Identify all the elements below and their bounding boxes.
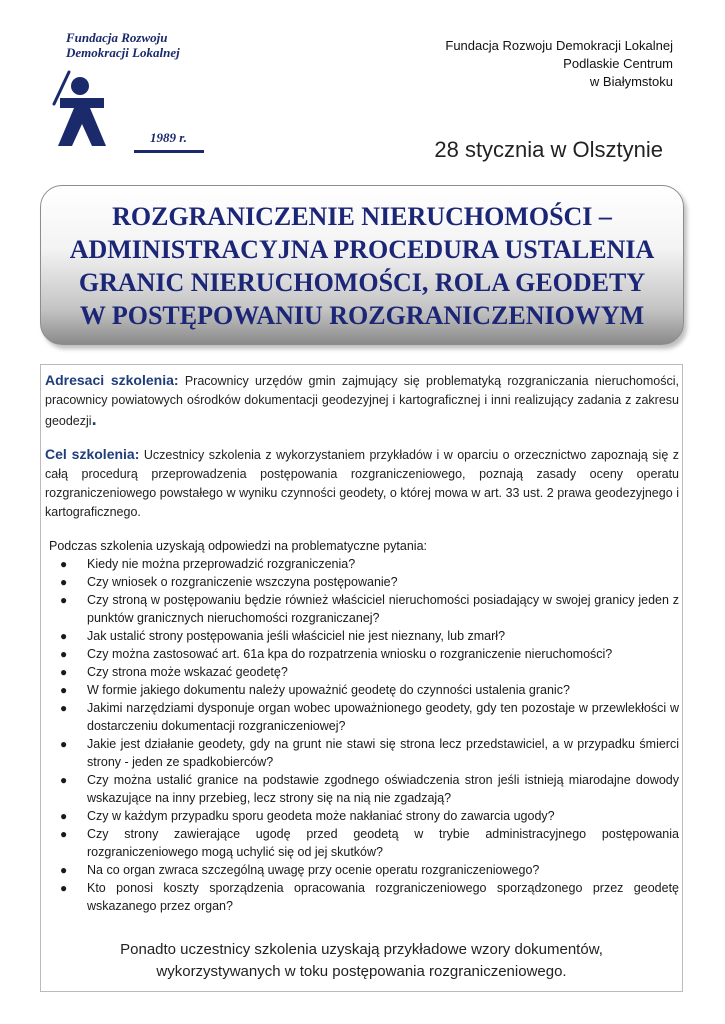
bullet-icon: ● [60,593,68,607]
foundation-logo [52,30,212,158]
event-date: 28 stycznia w Olsztynie [434,137,663,162]
list-item: ● Na co organ zwraca szczególną uwagę przy ocenie operatu rozgraniczeniowego? [60,863,540,877]
bullet-icon: ● [60,809,68,823]
title-line4: W POSTĘPOWANIU ROZGRANICZENIOWYM [79,301,645,330]
bullet-icon: ● [60,647,68,661]
audience-label: Adresaci szkolenia: [45,372,179,388]
list-item: ● Jakie jest działanie geodety, gdy na grunt nie stawi się strona lecz przedstawiciel, a w przypadku śmierci strony - jeden ze spadkobierców? [60,737,679,769]
content-box [40,364,683,992]
title-line2: ADMINISTRACYJNA PROCEDURA USTALENIA [69,235,655,264]
bullet-icon: ● [60,683,68,697]
bullet-icon: ● [60,557,68,571]
goal-label: Cel szkolenia: [45,446,140,462]
list-item: ● Czy wniosek o rozgraniczenie wszczyna postępowanie? [60,575,398,589]
logo-underline [134,150,204,153]
list-item: ● Czy w każdym przypadku sporu geodeta może nakłaniać strony do zawarcia ugody? [60,809,555,823]
bullet-icon: ● [60,773,68,787]
title-line1: ROZGRANICZENIE NIERUCHOMOŚCI – [112,202,612,231]
title-line3: GRANIC NIERUCHOMOŚCI, ROLA GEODETY [78,268,646,297]
list-item: ● Czy stroną w postępowaniu będzie również właściciel nieruchomości posiadający w swojej granicy jeden z punktów granicznych nieruchomości rozgraniczanej? [60,593,679,625]
organizer-block [445,37,673,91]
organizer-line2: Podlaskie Centrum [563,56,673,71]
goal-text: Uczestnicy szkolenia z wykorzystaniem przykładów i w oparciu o orzecznictwo zapoznają się z całą procedurą przeprowadzenia postępowania rozgraniczeniowego, poznają zasady oceny operatu rozgraniczeniowego powstałego w wyniku czynności geodety, o której mowa w art. 33 ust. 2 prawa geodezyjnego i kartograficznego. [45,448,679,519]
logo-name-line1: Fundacja Rozwoju [66,30,168,45]
list-item: ● Jak ustalić strony postępowania jeśli właściciel nie jest nieznany, lub zmarł? [60,629,506,643]
bullet-icon: ● [60,863,68,877]
list-item: ● Jakimi narzędziami dysponuje organ wobec upoważnionego geodety, gdy ten pozostaje w przewlekłości w dostarczeniu dokumentacji rozgraniczeniowej? [60,701,679,733]
list-item: ● Czy można zastosować art. 61a kpa do rozpatrzenia wniosku o rozgraniczenie nieruchomości? [60,647,613,661]
list-item: ● W formie jakiego dokumentu należy upoważnić geodetę do czynności ustalenia granic? [60,683,570,697]
questions-intro: Podczas szkolenia uzyskają odpowiedzi na problematyczne pytania: [49,539,427,553]
audience-text: Pracownicy urzędów gmin zajmujący się problematyką rozgraniczania nieruchomości, pracownicy powiatowych ośrodków dokumentacji geodezyjnej i kartograficznej i inni realizujący zadania z zakresu geodezji [45,374,679,428]
bullet-icon: ● [60,881,68,895]
organizer-line3: w Białymstoku [589,74,673,89]
audience-end-dot: . [91,409,97,429]
bullet-icon: ● [60,737,68,751]
goal-section [45,445,679,522]
training-title [41,200,683,332]
list-item: ● Kto ponosi koszty sporządzenia opracowania rozgraniczeniowego sporządzonego przez geodetę wskazanego przez organ? [60,881,679,913]
bullet-icon: ● [60,665,68,679]
closing-line1: Ponadto uczestnicy szkolenia uzyskają przykładowe wzory dokumentów, [120,941,603,958]
bullet-icon: ● [60,629,68,643]
closing-note [41,939,682,983]
list-item: ● Kiedy nie można przeprowadzić rozgraniczenia? [60,557,356,571]
list-item: ● Czy można ustalić granice na podstawie zgodnego oświadczenia stron jeśli istnieją miarodajne dowody wskazujące na inny przebieg, lecz strony się na nią nie zgadzają? [60,773,679,805]
organizer-line1: Fundacja Rozwoju Demokracji Lokalnej [445,38,673,53]
figure-icon [52,64,114,148]
list-item: ● Czy strona może wskazać geodetę? [60,665,288,679]
bullet-icon: ● [60,827,68,841]
logo-name [66,30,216,60]
list-item: ● Czy strony zawierające ugodę przed geodetą w trybie administracyjnego postępowania rozgraniczeniowego mogą uchylić się od jej skutków? [60,827,679,859]
title-banner [40,185,684,345]
audience-section [45,371,679,431]
questions-list [45,555,679,915]
logo-name-line2: Demokracji Lokalnej [66,45,180,60]
logo-year: 1989 r. [150,130,187,145]
bullet-icon: ● [60,575,68,589]
bullet-icon: ● [60,701,68,715]
closing-line2: wykorzystywanych w toku postępowania rozgraniczeniowego. [156,963,567,980]
